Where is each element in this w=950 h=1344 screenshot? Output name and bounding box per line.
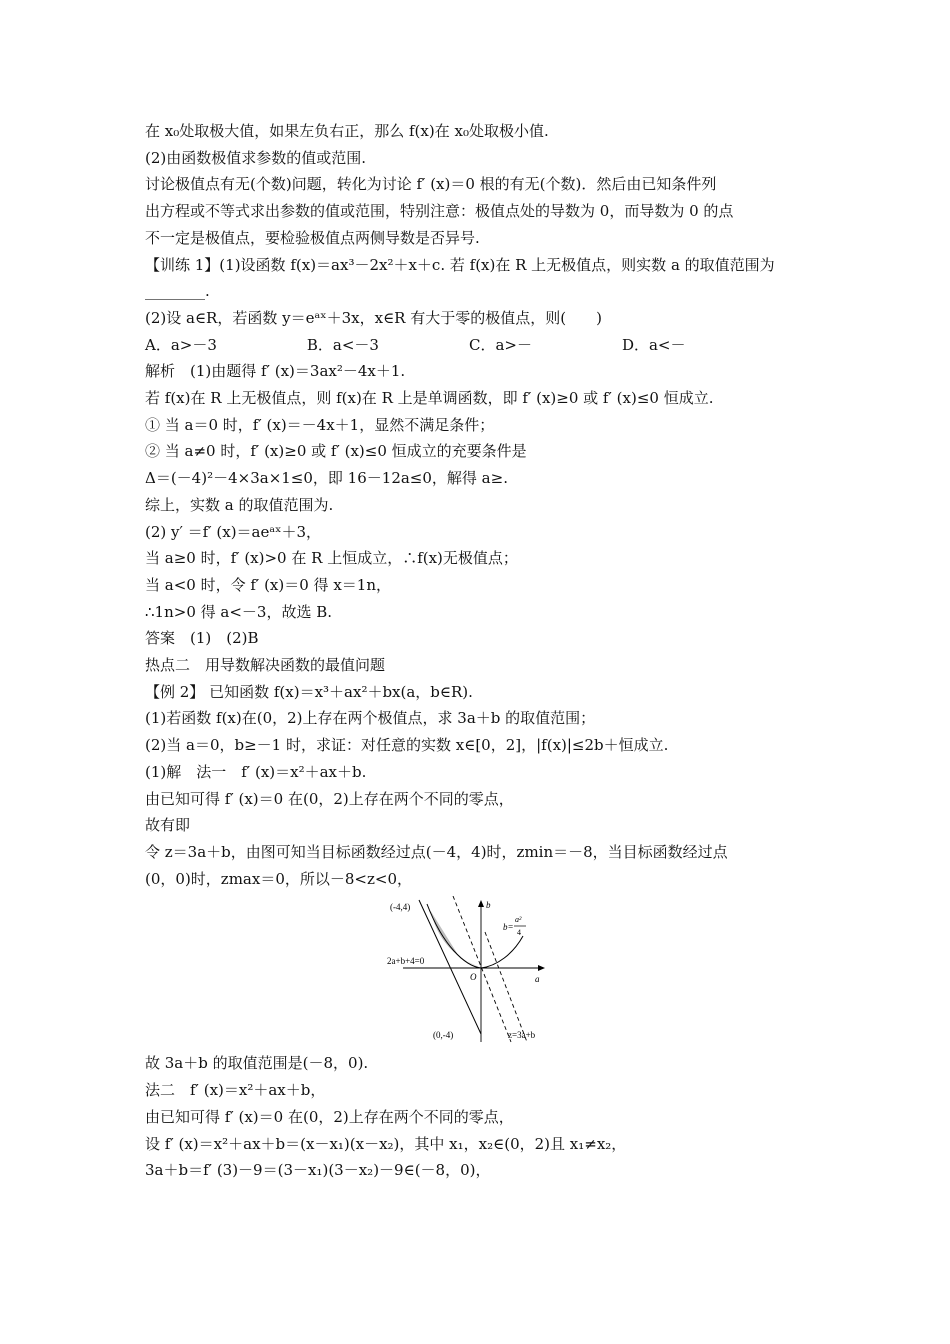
text-line: 当 a≥0 时，f′ (x)>0 在 R 上恒成立，∴f(x)无极值点； [145,549,518,568]
a-axis-arrow [538,965,545,971]
text-line: (1)解 法一 f′ (x)＝x²＋ax＋b. [145,762,367,781]
text-line: (1)若函数 f(x)在(0，2)上存在两个极值点，求 3a＋b 的取值范围； [145,709,596,728]
shaded-region [430,910,481,968]
label-axis-b: b [486,900,491,911]
example-2-heading: 【例 2】 已知函数 f(x)＝x³＋ax²＋bx(a，b∈R). [145,682,473,701]
dashed-line-left [453,896,511,1042]
answer-blank: ________. [145,282,210,301]
text-line: 不一定是极值点，要检验极值点两侧导数是否异号. [145,228,480,247]
text-line: 令 z＝3a＋b，由图可知当目标函数经过点(－4，4)时，zmin＝－8，当目标函数经过点 [145,842,728,861]
text-line: (2)设 a∈R，若函数 y＝eᵃˣ＋3x，x∈R 有大于零的极值点，则( ) [145,308,602,327]
text-line: ∴1n>0 得 a<－3，故选 B. [145,602,333,621]
text-line: Δ＝(－4)²－4×3a×1≤0，即 16－12a≤0，解得 a≥. [145,469,508,488]
feasible-region-figure [145,896,825,1046]
label-z-3a-b: z=3a+b [508,1030,536,1041]
text-line: ① 当 a＝0 时，f′ (x)＝－4x＋1，显然不满足条件； [145,415,495,434]
text-line: 出方程或不等式求出参数的值或范围，特别注意：极值点处的导数为 0，而导数为 0 的点 [145,202,734,221]
figure-svg [385,896,555,1046]
text-line: 故 3a＋b 的取值范围是(－8，0). [145,1054,369,1073]
label-origin: O [470,972,477,983]
label-curve-denominator: 4 [517,928,521,938]
text-line: 综上，实数 a 的取值范围为. [145,495,334,514]
choice-options: A．a>－3 B．a<－3 C．a>－ D．a<－ [145,335,686,354]
document-page [145,118,825,1184]
answer-line: 答案 (1) (2)B [145,629,259,648]
text-line: 在 x₀处取极大值，如果左负右正，那么 f(x)在 x₀处取极小值. [145,122,549,140]
dashed-line-right [485,932,527,1042]
text-line: (2)当 a＝0，b≥－1 时，求证：对任意的实数 x∈[0，2]，|f(x)|≤2b＋恒成立. [145,736,669,755]
text-line: 由已知可得 f′ (x)＝0 在(0，2)上存在两个不同的零点， [145,1107,514,1126]
label-axis-a: a [535,974,540,985]
text-line: 若 f(x)在 R 上无极值点，则 f(x)在 R 上是单调函数，即 f′ (x)≥0 或 f′ (x)≤0 恒成立. [145,389,714,408]
text-line: (0，0)时，zmax＝0，所以－8<z<0， [145,869,412,888]
text-line: 3a＋b＝f′ (3)－9＝(3－x₁)(3－x₂)－9∈(－8，0)， [145,1161,491,1180]
analysis-line: 解析 (1)由题得 f′ (x)＝3ax²－4x＋1. [145,362,406,381]
text-line: (2) y′ ＝f′ (x)＝aeᵃˣ＋3， [145,522,322,541]
line-2a-b-4 [419,900,481,1034]
label-point-neg4-4: (-4,4) [390,902,411,913]
text-line: 法二 f′ (x)＝x²＋ax＋b， [145,1081,326,1100]
text-line: ② 当 a≠0 时，f′ (x)≥0 或 f′ (x)≤0 恒成立的充要条件是 [145,442,527,461]
text-line: 故有即 [145,816,191,835]
text-line: 设 f′ (x)＝x²＋ax＋b＝(x－x₁)(x－x₂)，其中 x₁，x₂∈(0，2)且 x₁≠x₂， [145,1134,627,1153]
section-heading: 热点二 用导数解决函数的最值问题 [145,656,386,675]
text-line: 讨论极值点有无(个数)问题，转化为讨论 f′ (x)＝0 根的有无(个数)．然后由已知条件列 [145,175,717,194]
text-line: (2)由函数极值求参数的值或范围. [145,148,367,167]
text-line: 当 a<0 时，令 f′ (x)＝0 得 x＝1n， [145,575,391,594]
exercise-1-heading: 【训练 1】(1)设函数 f(x)＝ax³－2x²＋x＋c. 若 f(x)在 R 上无极值点，则实数 a 的取值范围为 [145,255,775,274]
text-line: 由已知可得 f′ (x)＝0 在(0，2)上存在两个不同的零点， [145,789,514,808]
b-axis-arrow [478,900,484,907]
label-line-2a-b-4: 2a+b+4=0 [387,956,425,967]
label-curve: b= [503,922,514,933]
label-point-0-neg4: (0,-4) [433,1030,454,1041]
label-curve-numerator: a² [515,915,522,925]
